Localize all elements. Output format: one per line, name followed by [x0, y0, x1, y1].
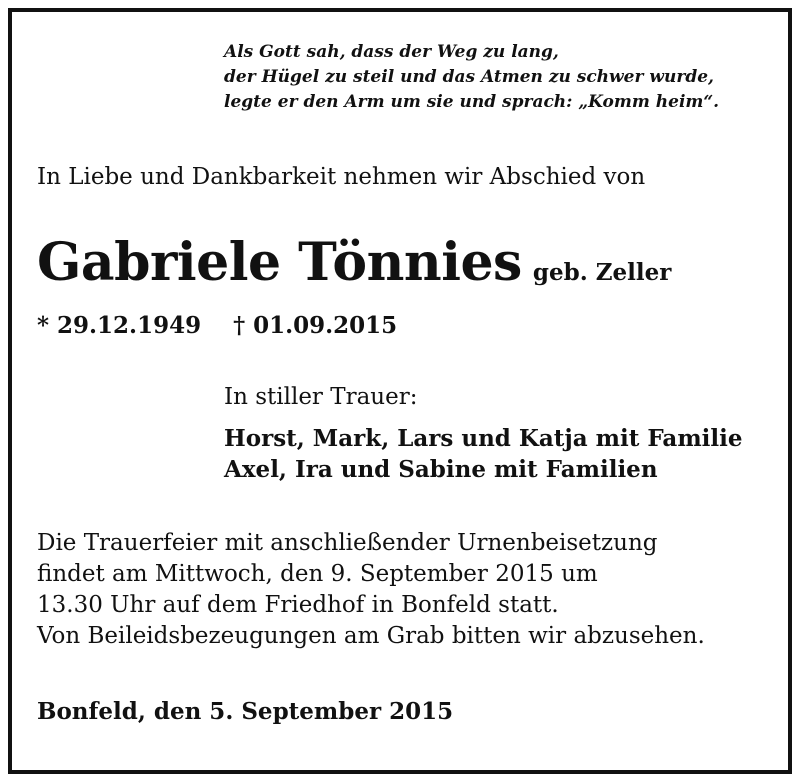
life-dates: [37, 311, 397, 341]
poem: [224, 40, 719, 115]
ceremony-line: findet am Mittwoch, den 9. September 2015 um: [37, 561, 598, 587]
poem-line: Als Gott sah, dass der Weg zu lang,: [224, 42, 559, 62]
place-and-date: Bonfeld, den 5. September 2015: [37, 698, 454, 725]
death-date: † 01.09.2015: [233, 312, 398, 339]
ceremony-line: 13.30 Uhr auf dem Friedhof in Bonfeld statt.: [37, 592, 559, 618]
mourner-line: Horst, Mark, Lars und Katja mit Familie: [224, 425, 743, 452]
mourners-list: [224, 423, 743, 485]
mourner-line: Axel, Ira und Sabine mit Familien: [224, 456, 658, 483]
birth-date: * 29.12.1949: [37, 312, 202, 339]
poem-line: der Hügel zu steil und das Atmen zu schwer wurde,: [224, 67, 714, 87]
poem-line: legte er den Arm um sie und sprach: „Komm heim“.: [224, 92, 720, 112]
deceased-name: Gabriele Tönnies: [37, 232, 522, 293]
ceremony-notice: [37, 528, 705, 652]
birth-name: geb. Zeller: [532, 259, 672, 286]
ceremony-line: Die Trauerfeier mit anschließender Urnenbeisetzung: [37, 530, 658, 556]
mourning-heading: In stiller Trauer:: [224, 384, 418, 410]
intro-text: In Liebe und Dankbarkeit nehmen wir Abschied von: [37, 164, 646, 190]
ceremony-line: Von Beileidsbezeugungen am Grab bitten wir abzusehen.: [37, 623, 705, 649]
deceased-name-row: [37, 230, 671, 296]
